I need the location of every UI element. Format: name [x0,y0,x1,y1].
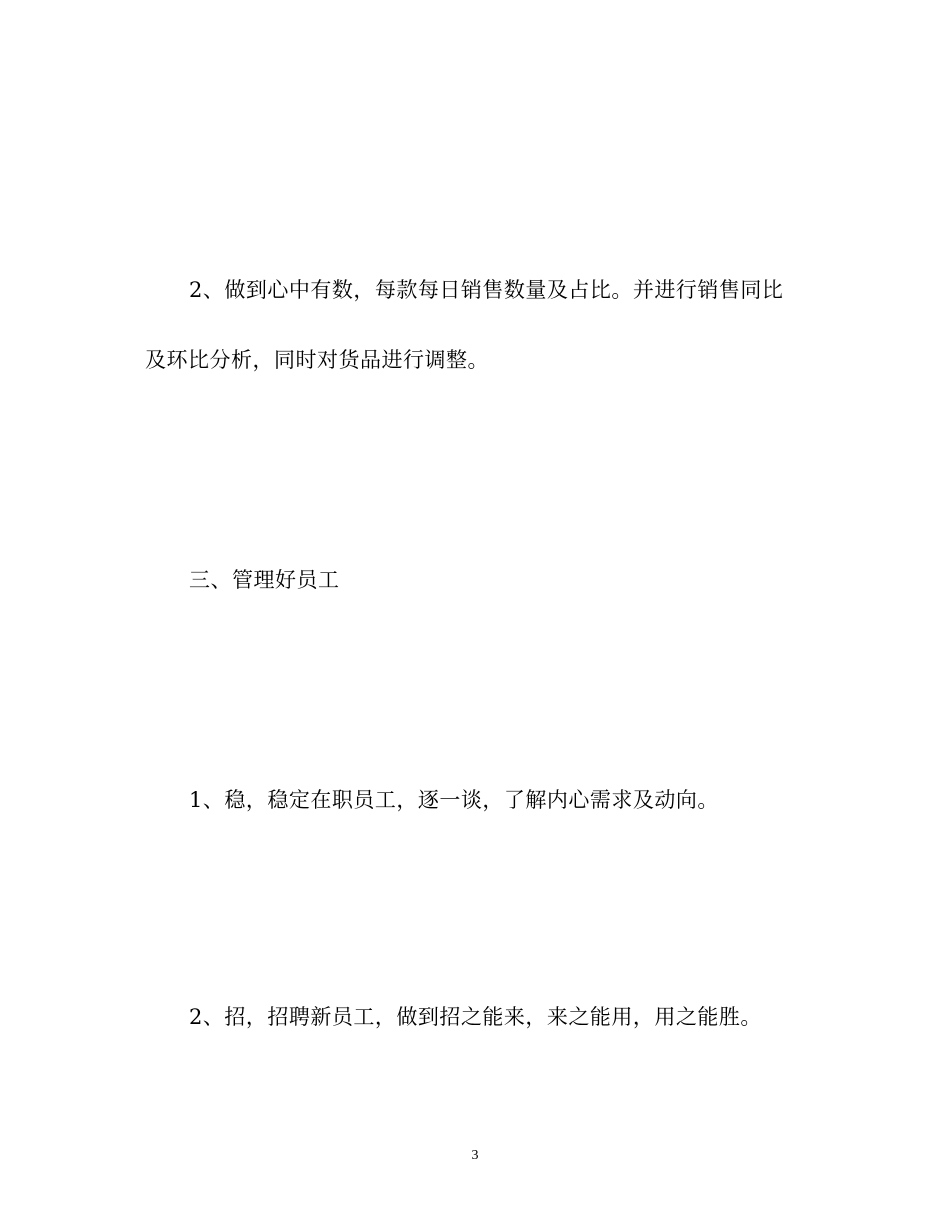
section-heading-manage-staff: 三、管理好员工 [189,568,340,592]
paragraph-recruit-staff: 2、招，招聘新员工，做到招之能来，来之能用，用之能胜。 [189,1005,762,1029]
page-number: 3 [471,1148,479,1163]
paragraph-sales-analysis-line-1: 2、做到心中有数，每款每日销售数量及占比。并进行销售同比 [189,278,784,302]
paragraph-stabilize-staff: 1、稳，稳定在职员工，逐一谈，了解内心需求及动向。 [189,788,719,812]
paragraph-sales-analysis-line-2: 及环比分析，同时对货品进行调整。 [145,348,489,372]
